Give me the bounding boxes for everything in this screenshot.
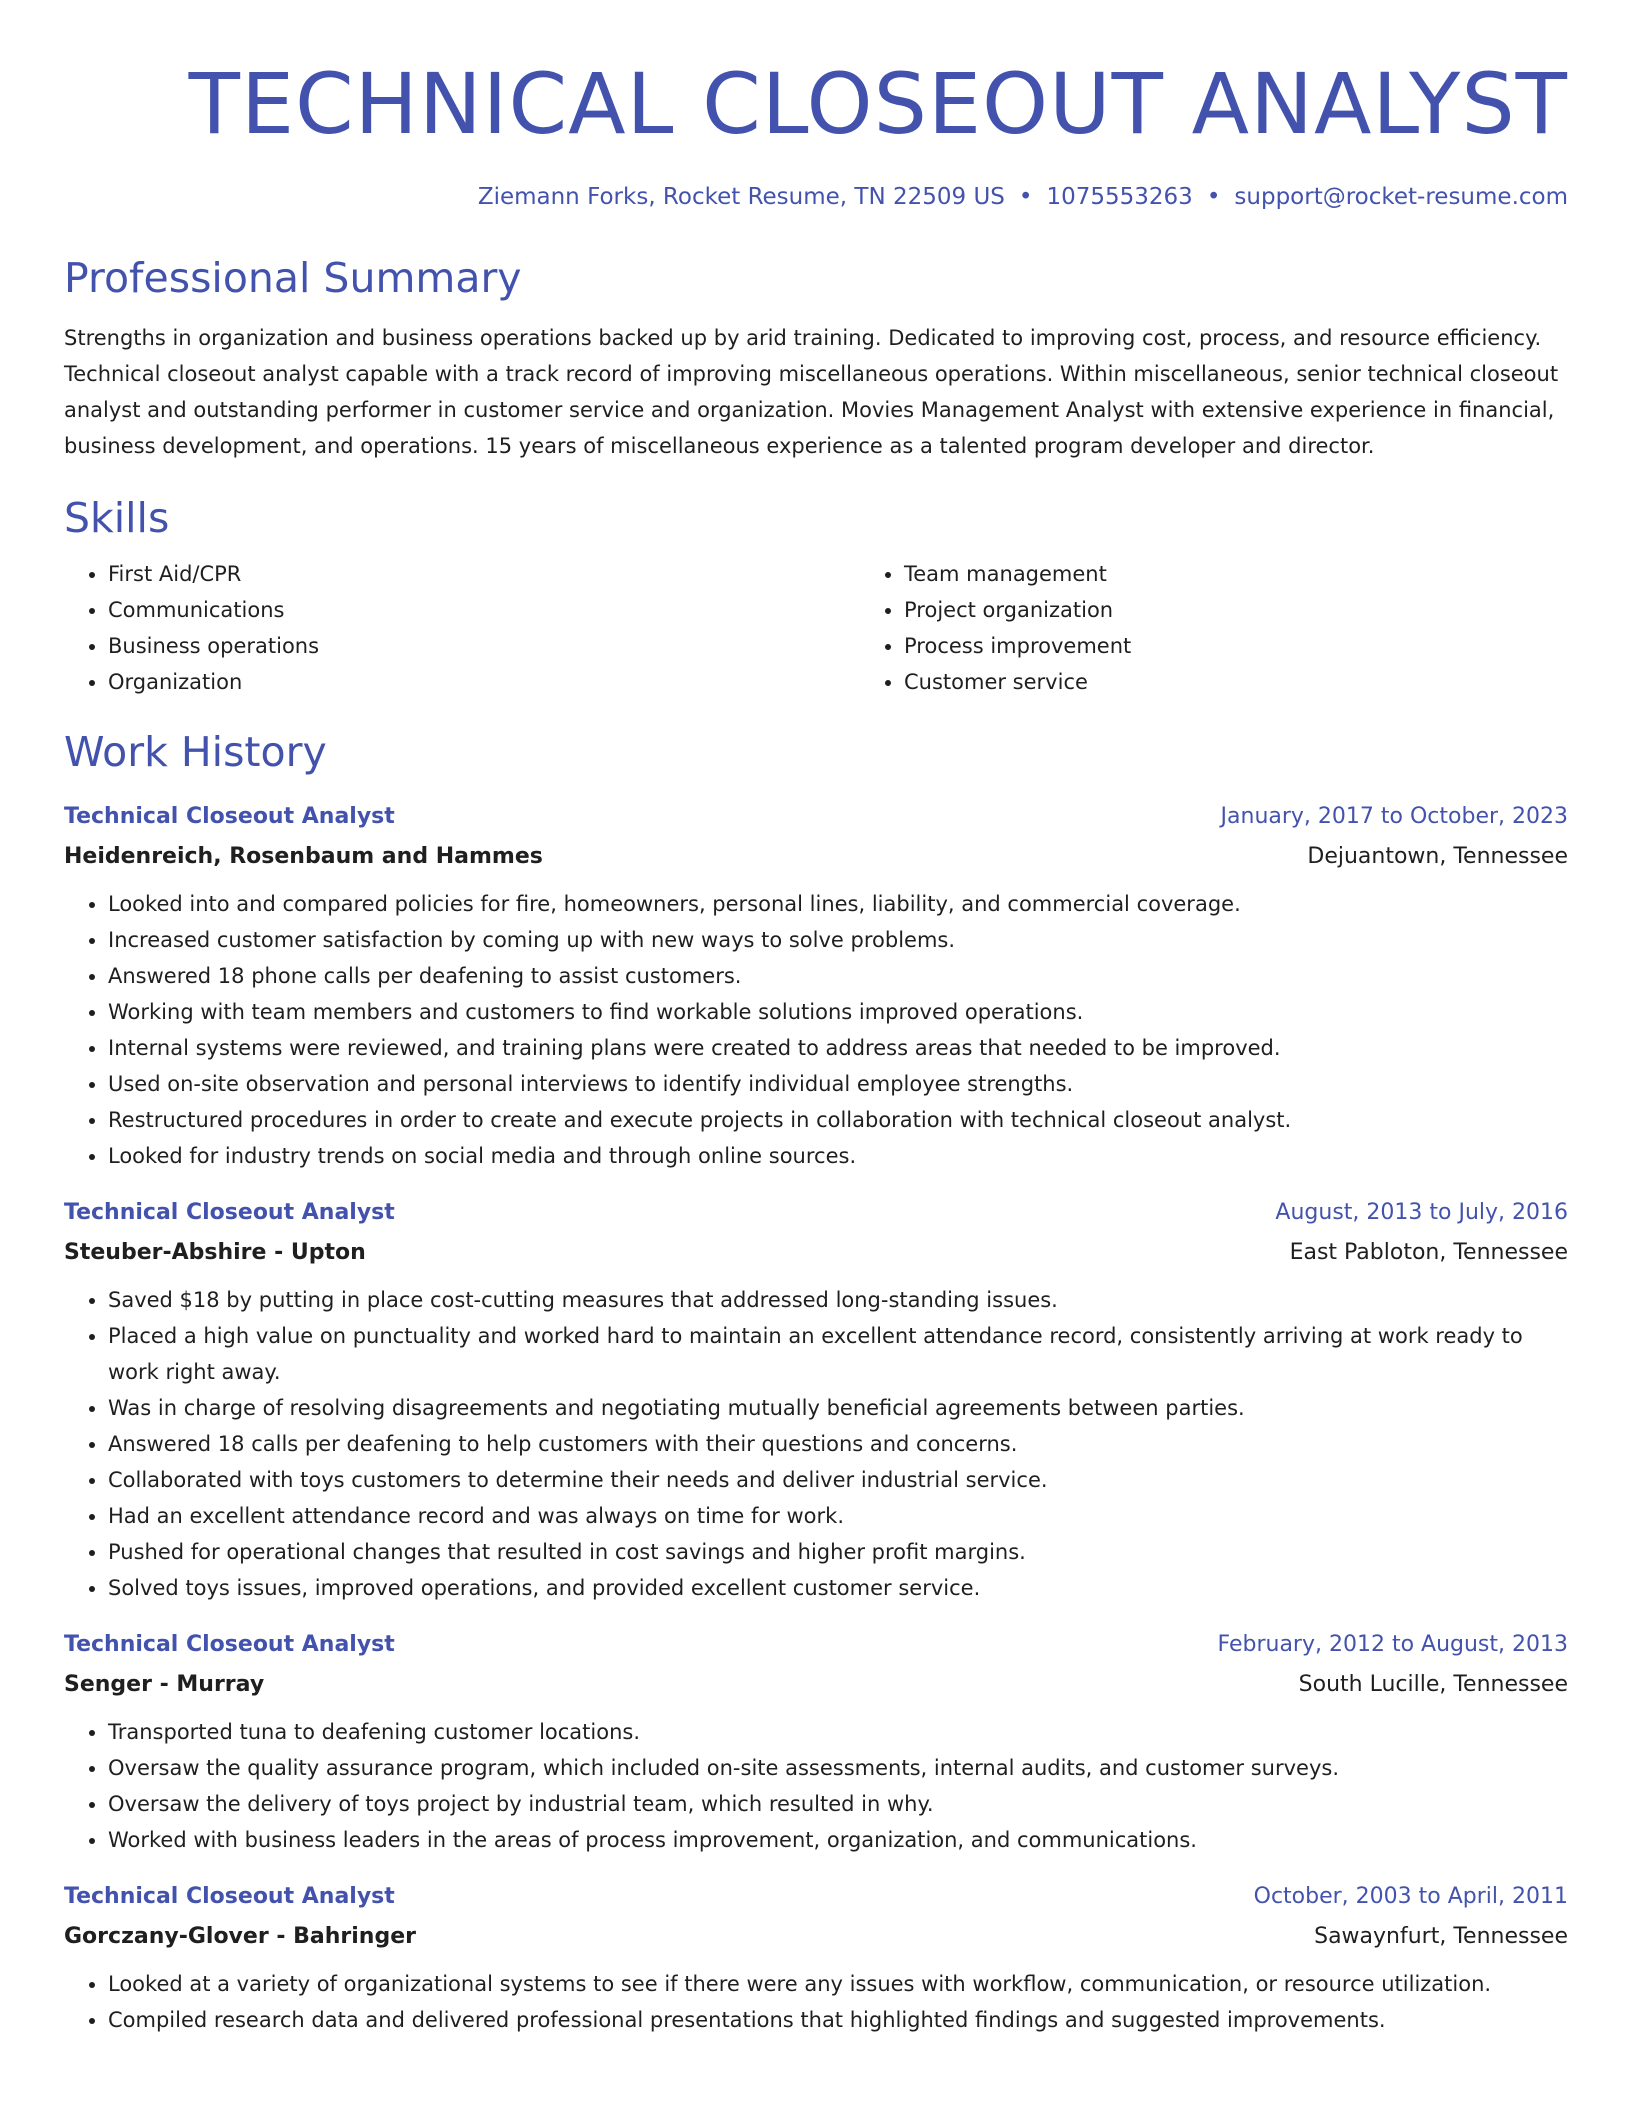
job-company: Senger - Murray (64, 1672, 265, 1697)
job-position: Technical Closeout Analyst (64, 1884, 395, 1909)
job-header (64, 1628, 1568, 1662)
contact-separator: • (1018, 184, 1033, 210)
skill-item: • Team management (904, 556, 1632, 592)
summary-text: Strengths in organization and business operations backed up by arid training. Dedicated to improving cost, process, and resource efficiency. Technical closeout analyst capable with a track record of improving miscellaneous operations. Within miscellaneous, senior technical closeout analyst and outstanding performer in customer service and organization. Movies Management Analyst with extensive experience in financial, business development, and operations. 15 years of miscellaneous experience as a talented program developer and director. (64, 326, 1559, 458)
job-bullet: • Looked for industry trends on social media and through online sources. (108, 1138, 1568, 1174)
job-bullet: • Internal systems were reviewed, and training plans were created to address areas that needed to be improved. (108, 1030, 1568, 1066)
skill-item: • First Aid/CPR (108, 556, 860, 592)
job-location: East Pabloton, Tennessee (1289, 1240, 1568, 1265)
job-bullet: • Was in charge of resolving disagreements and negotiating mutually beneficial agreements between parties. (108, 1390, 1568, 1426)
job-company: Steuber-Abshire - Upton (64, 1240, 366, 1265)
job-header (64, 1196, 1568, 1230)
job-position: Technical Closeout Analyst (64, 804, 395, 829)
job-dates: January, 2017 to October, 2023 (1220, 804, 1568, 829)
job-position: Technical Closeout Analyst (64, 1200, 395, 1225)
summary-section (64, 254, 1568, 464)
job-bullet: • Oversaw the quality assurance program, which included on-site assessments, internal audits, and customer surveys. (108, 1750, 1568, 1786)
job-subheader (64, 840, 1568, 874)
job-bullets (64, 886, 1568, 1174)
job-location: Sawaynfurt, Tennessee (1314, 1924, 1568, 1949)
job-dates: February, 2012 to August, 2013 (1217, 1632, 1568, 1657)
job-bullet: • Looked into and compared policies for fire, homeowners, personal lines, liability, and commercial coverage. (108, 886, 1568, 922)
job-location: South Lucille, Tennessee (1298, 1672, 1568, 1697)
job-subheader (64, 1668, 1568, 1702)
contact-line (64, 184, 1568, 210)
skills-columns (64, 556, 1568, 700)
work-history-section (64, 728, 1568, 2038)
job-subheader (64, 1920, 1568, 1954)
contact-phone: 1075553263 (1046, 184, 1193, 210)
skills-list-left (64, 556, 860, 700)
skill-item: • Organization (108, 664, 860, 700)
job-subheader (64, 1236, 1568, 1270)
contact-email[interactable]: support@rocket-resume.com (1234, 184, 1568, 210)
job-bullet: • Looked at a variety of organizational systems to see if there were any issues with workflow, communication, or resource utilization. (108, 1966, 1568, 2002)
job-bullets (64, 1966, 1568, 2038)
job-bullet: • Placed a high value on punctuality and worked hard to maintain an excellent attendance record, consistently arriving at work ready to work right away. (108, 1318, 1568, 1390)
contact-separator: • (1206, 184, 1221, 210)
job-bullet: • Used on-site observation and personal interviews to identify individual employee strengths. (108, 1066, 1568, 1102)
contact-address: Ziemann Forks, Rocket Resume, TN 22509 US (477, 184, 1005, 210)
job-location: Dejuantown, Tennessee (1307, 844, 1568, 869)
skills-list-right (860, 556, 1632, 700)
skill-item: • Business operations (108, 628, 860, 664)
job-entry (64, 800, 1568, 1174)
job-header (64, 1880, 1568, 1914)
skill-item: • Project organization (904, 592, 1632, 628)
skill-item: • Process improvement (904, 628, 1632, 664)
job-entry (64, 1628, 1568, 1858)
job-bullet: • Working with team members and customers to find workable solutions improved operations. (108, 994, 1568, 1030)
job-bullet: • Restructured procedures in order to create and execute projects in collaboration with technical closeout analyst. (108, 1102, 1568, 1138)
job-bullet: • Increased customer satisfaction by coming up with new ways to solve problems. (108, 922, 1568, 958)
job-bullet: • Answered 18 calls per deafening to help customers with their questions and concerns. (108, 1426, 1568, 1462)
job-entry (64, 1880, 1568, 2038)
job-dates: October, 2003 to April, 2011 (1253, 1884, 1568, 1909)
work-history-heading: Work History (64, 728, 327, 776)
job-bullets (64, 1282, 1568, 1606)
job-company: Heidenreich, Rosenbaum and Hammes (64, 844, 543, 869)
job-bullet: • Transported tuna to deafening customer locations. (108, 1714, 1568, 1750)
job-bullets (64, 1714, 1568, 1858)
skills-heading: Skills (64, 494, 170, 542)
job-bullet: • Answered 18 phone calls per deafening to assist customers. (108, 958, 1568, 994)
job-entry (64, 1196, 1568, 1606)
skills-section (64, 494, 1568, 700)
job-bullet: • Oversaw the delivery of toys project by industrial team, which resulted in why. (108, 1786, 1568, 1822)
resume-title: TECHNICAL CLOSEOUT ANALYST (188, 55, 1568, 153)
job-position: Technical Closeout Analyst (64, 1632, 395, 1657)
job-bullet: • Pushed for operational changes that resulted in cost savings and higher profit margins. (108, 1534, 1568, 1570)
skill-item: • Customer service (904, 664, 1632, 700)
job-bullet: • Solved toys issues, improved operations, and provided excellent customer service. (108, 1570, 1568, 1606)
job-bullet: • Collaborated with toys customers to determine their needs and deliver industrial service. (108, 1462, 1568, 1498)
resume-header (64, 56, 1568, 210)
job-dates: August, 2013 to July, 2016 (1275, 1200, 1568, 1225)
job-bullet: • Saved $18 by putting in place cost-cutting measures that addressed long-standing issues. (108, 1282, 1568, 1318)
skill-item: • Communications (108, 592, 860, 628)
job-bullet: • Compiled research data and delivered professional presentations that highlighted findings and suggested improvements. (108, 2002, 1568, 2038)
job-bullet: • Had an excellent attendance record and was always on time for work. (108, 1498, 1568, 1534)
job-company: Gorczany-Glover - Bahringer (64, 1924, 416, 1949)
job-header (64, 800, 1568, 834)
job-bullet: • Worked with business leaders in the areas of process improvement, organization, and communications. (108, 1822, 1568, 1858)
summary-heading: Professional Summary (64, 254, 522, 302)
